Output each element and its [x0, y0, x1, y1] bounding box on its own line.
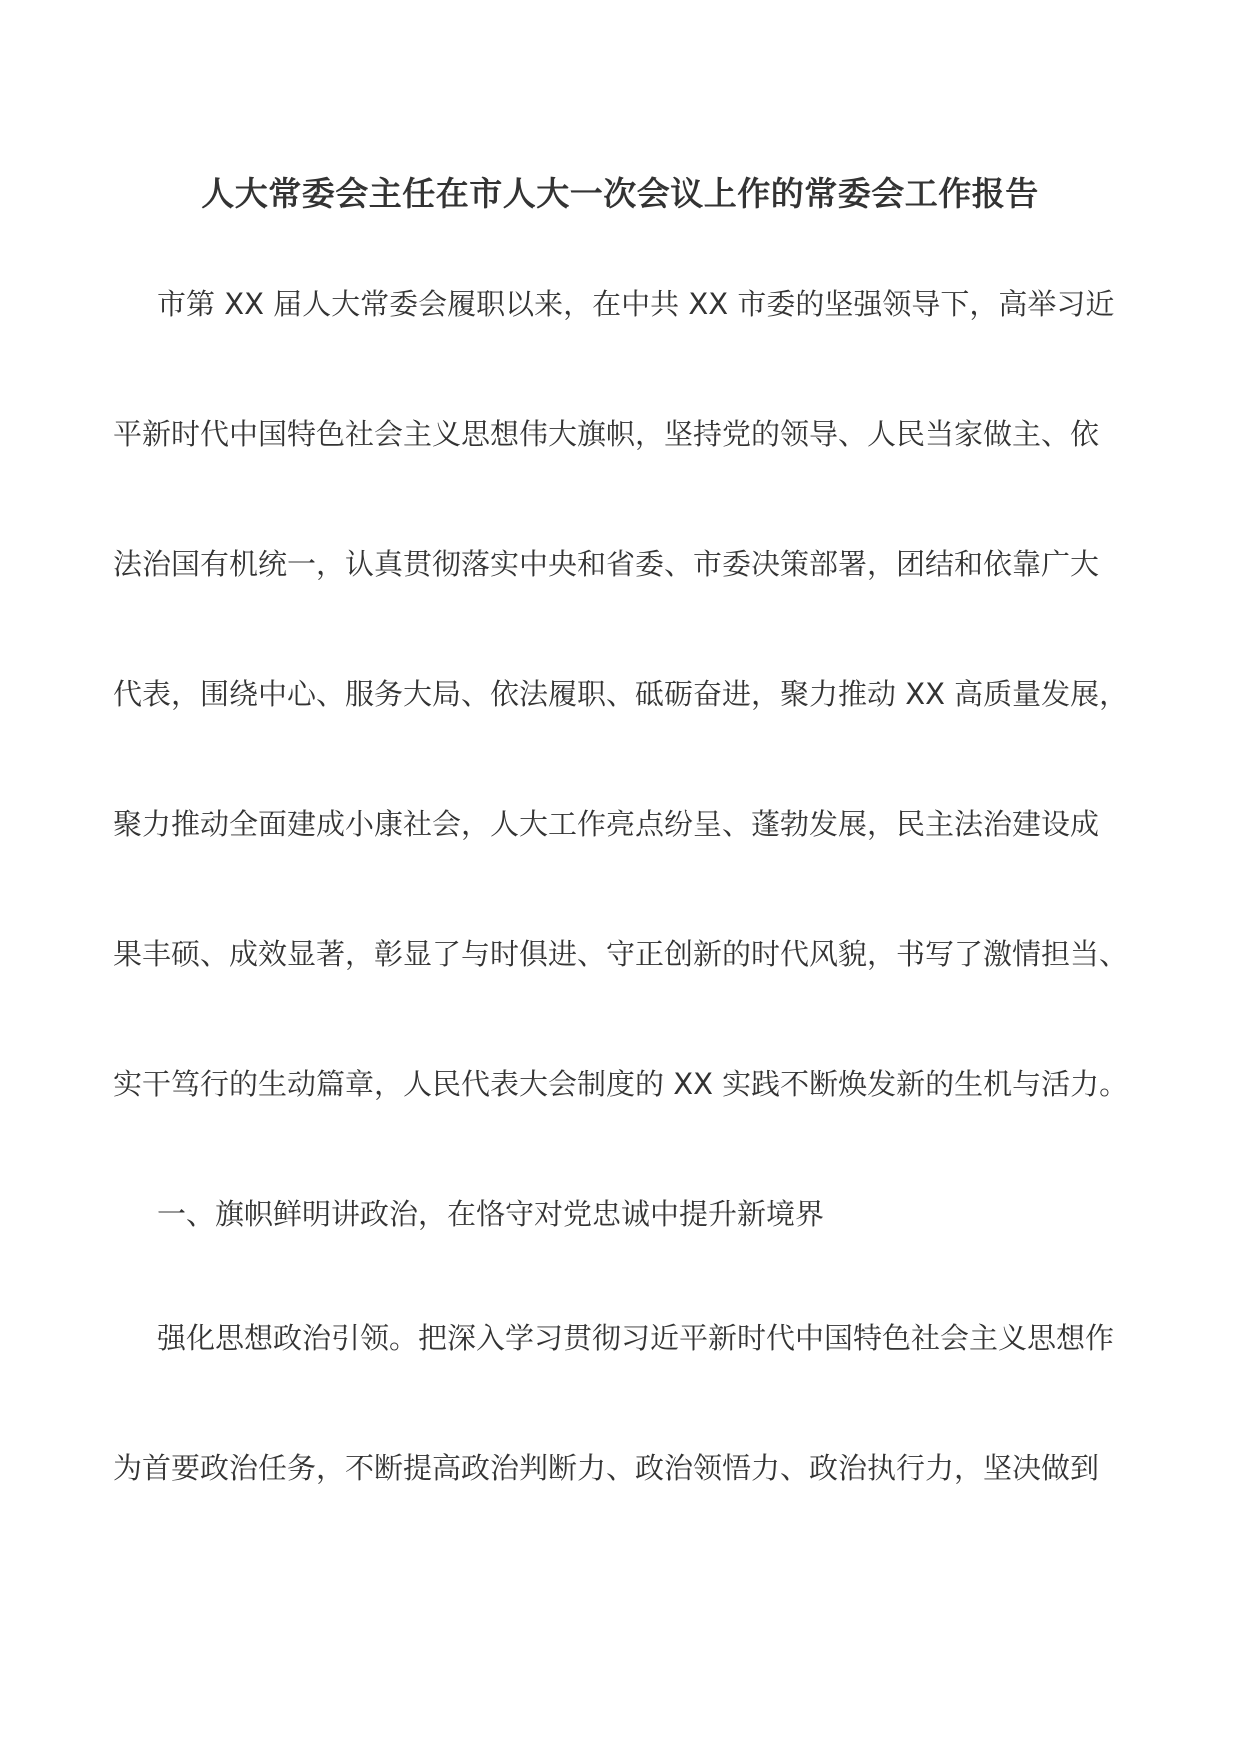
- paragraph-1-line-2: 平新时代中国特色社会主义思想伟大旗帜，坚持党的领导、人民当家做主、依: [113, 417, 1100, 451]
- document-title: 人大常委会主任在市人大一次会议上作的常委会工作报告: [201, 174, 1039, 213]
- paragraph-1-line-1: 市第 XX 届人大常委会履职以来，在中共 XX 市委的坚强领导下，高举习近: [157, 287, 1115, 321]
- paragraph-2-line-2: 为首要政治任务，不断提高政治判断力、政治领悟力、政治执行力，坚决做到: [113, 1451, 1100, 1485]
- paragraph-1-line-6: 果丰硕、成效显著，彰显了与时俱进、守正创新的时代风貌，书写了激情担当、: [113, 937, 1129, 971]
- section-heading-1: 一、旗帜鲜明讲政治，在恪守对党忠诚中提升新境界: [157, 1197, 825, 1231]
- paragraph-1-line-3: 法治国有机统一，认真贯彻落实中央和省委、市委决策部署，团结和依靠广大: [113, 547, 1100, 581]
- paragraph-1-line-7: 实干笃行的生动篇章，人民代表大会制度的 XX 实践不断焕发新的生机与活力。: [113, 1067, 1129, 1101]
- paragraph-2-line-1: 强化思想政治引领。把深入学习贯彻习近平新时代中国特色社会主义思想作: [157, 1321, 1115, 1355]
- paragraph-1-line-5: 聚力推动全面建成小康社会，人大工作亮点纷呈、蓬勃发展，民主法治建设成: [113, 807, 1100, 841]
- paragraph-1-line-4: 代表，围绕中心、服务大局、依法履职、砥砺奋进，聚力推动 XX 高质量发展，: [113, 677, 1129, 711]
